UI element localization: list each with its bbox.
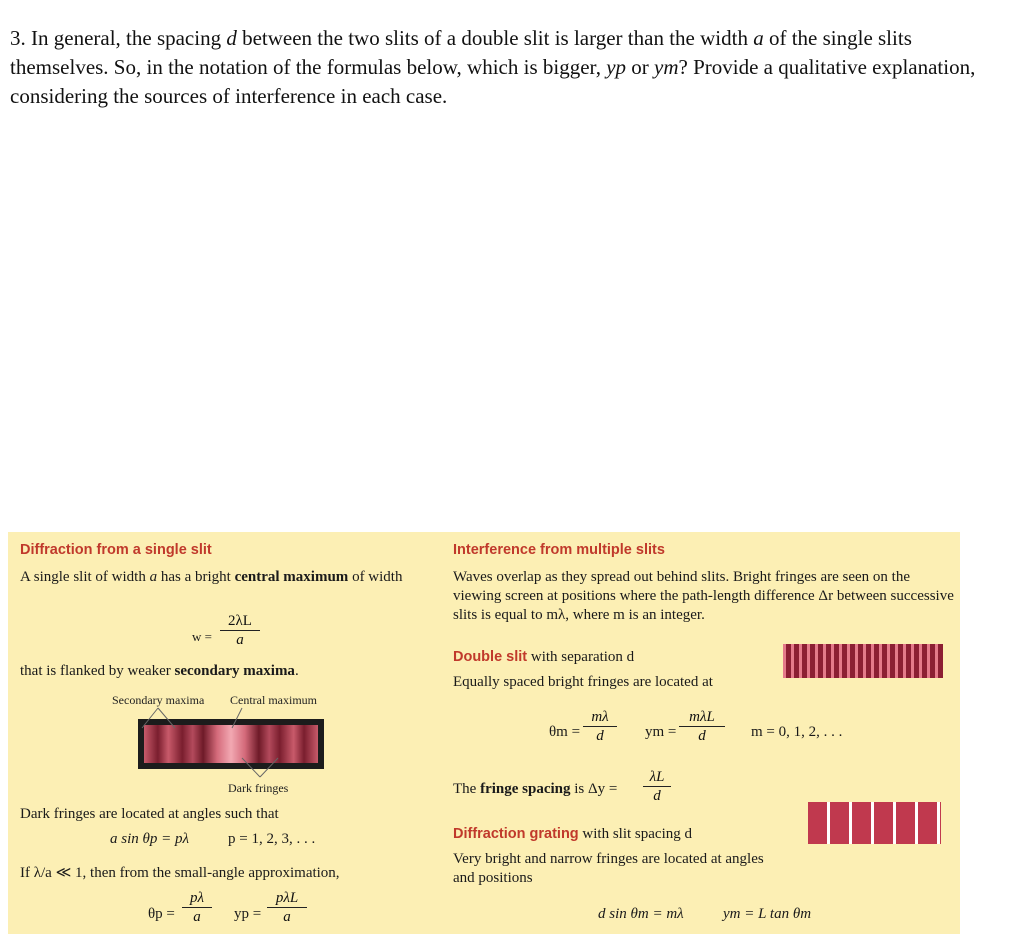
w-lhs: w =	[192, 629, 212, 644]
single-slit-heading: Diffraction from a single slit	[20, 542, 212, 558]
formula-panel	[8, 532, 960, 934]
multi-slit-heading: Interference from multiple slits	[453, 542, 665, 558]
m-values: m = 0, 1, 2, . . .	[751, 724, 843, 740]
multi-slit-section	[453, 532, 958, 934]
multi-slit-intro: Waves overlap as they spread out behind slits. Bright fringes are seen on the viewing screen at positions where the path-length difference Δr between successive slits is equal to mλ, where m is an integer.	[453, 569, 954, 623]
grating-angle-equation: d sin θm = mλ	[598, 906, 684, 922]
yp-lhs: yp =	[234, 906, 262, 922]
w-fraction: $\frac{2\lambda L}{a}$	[220, 612, 260, 649]
flank-text: that is flanked by weaker secondary maxima.	[20, 663, 299, 679]
secondary-maxima-label: Secondary maxima	[112, 693, 205, 707]
single-slit-intro: A single slit of width a has a bright central maximum of width	[20, 569, 403, 585]
double-slit-pattern	[783, 644, 943, 678]
theta-m-fraction: $\frac{m\lambda}{d}$	[583, 708, 617, 745]
dark-fringe-equation: a sin θp = pλ	[110, 831, 189, 847]
theta-p-fraction: $\frac{p\lambda}{a}$	[182, 889, 212, 926]
dark-fringes-label: Dark fringes	[228, 781, 289, 795]
theta-p-lhs: θp =	[148, 906, 175, 922]
double-slit-line: Double slit with separation d	[453, 649, 635, 665]
theta-m-lhs: θm =	[549, 724, 581, 740]
single-slit-section	[20, 532, 440, 934]
p-values: p = 1, 2, 3, . . .	[228, 831, 316, 847]
fringe-spacing-fraction: $\frac{\lambda L}{d}$	[643, 768, 671, 805]
equally-spaced-text: Equally spaced bright fringes are located at	[453, 674, 713, 690]
small-angle-text: If λ/a ≪ 1, then from the small-angle approximation,	[20, 865, 340, 881]
fringe-spacing-text: The fringe spacing is Δy =	[453, 781, 618, 797]
grating-position-equation: ym = L tan θm	[723, 906, 812, 922]
question-text: 3. In general, the spacing d between the two slits of a double slit is larger than the width a of the single slits themselves. So, in the notation of the formulas below, which is bigger, yp or ym? Provide a qualitative explanation, considering the sources of interference in each case.	[10, 26, 976, 108]
central-maximum-label: Central maximum	[230, 693, 317, 707]
dark-fringes-text: Dark fringes are located at angles such that	[20, 806, 279, 822]
grating-line: Diffraction grating with slit spacing d	[453, 826, 692, 842]
ym-lhs: ym =	[645, 724, 677, 740]
ym-fraction: mλL d	[679, 708, 725, 745]
grating-pattern	[808, 802, 941, 844]
yp-fraction: pλL a	[267, 889, 307, 926]
grating-text: Very bright and narrow fringes are located at angles and positions	[453, 851, 764, 886]
